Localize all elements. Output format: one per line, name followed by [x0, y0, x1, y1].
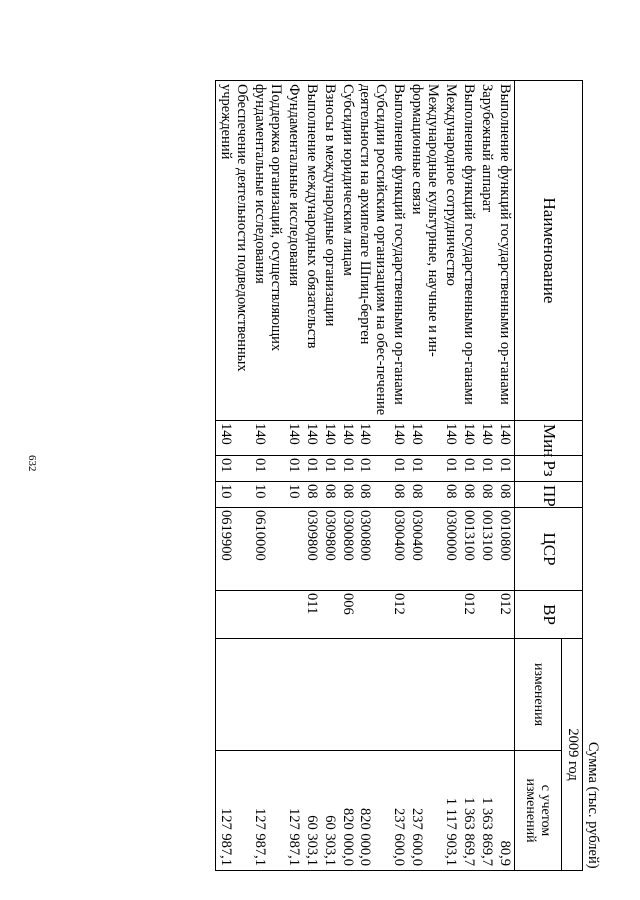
header-csr: ЦСР [515, 508, 583, 591]
cell-name: Фундаментальные исследования [284, 81, 302, 421]
cell-min: 140 [477, 421, 495, 456]
cell-min: 140 [284, 421, 302, 456]
cell-rz: 01 [250, 456, 284, 482]
table-row [216, 81, 250, 871]
cell-min: 140 [250, 421, 284, 456]
cell-rz: 01 [459, 456, 477, 482]
cell-with-changes: 80,9 [495, 751, 514, 871]
cell-name: Поддержка организаций, осуществляющих фундаментальные исследования [250, 81, 284, 421]
cell-name: Взносы в международные организации [320, 81, 338, 421]
cell-with-changes: 60 303,1 [302, 751, 320, 871]
cell-csr: 0619900 [216, 508, 250, 591]
cell-with-changes: 127 987,1 [250, 751, 284, 871]
cell-pr: 08 [389, 482, 407, 508]
cell-pr: 08 [320, 482, 338, 508]
header-name: Наименование [515, 81, 583, 421]
cell-min: 140 [495, 421, 514, 456]
cell-with-changes: 60 303,1 [320, 751, 338, 871]
cell-csr: 0309800 [302, 508, 320, 591]
cell-with-changes: 127 987,1 [216, 751, 250, 871]
cell-changes [284, 639, 302, 751]
cell-changes [356, 639, 390, 751]
cell-with-changes: 127 987,1 [284, 751, 302, 871]
cell-csr: 0300000 [441, 508, 459, 591]
table-row [495, 81, 514, 871]
page-number: 632 [26, 455, 38, 472]
cell-csr: 0300800 [338, 508, 356, 591]
cell-pr: 08 [356, 482, 390, 508]
cell-rz: 01 [216, 456, 250, 482]
units-label: Сумма (тыс. рублей) [584, 741, 601, 869]
budget-table-grid [215, 80, 600, 871]
cell-rz: 01 [284, 456, 302, 482]
cell-vr [477, 591, 495, 639]
cell-changes [407, 639, 441, 751]
cell-rz: 01 [389, 456, 407, 482]
cell-min: 140 [389, 421, 407, 456]
cell-name: Международные культурные, научные и ин-формационные связи [407, 81, 441, 421]
cell-changes [389, 639, 407, 751]
cell-rz: 01 [477, 456, 495, 482]
table-body [216, 81, 515, 871]
cell-vr [216, 591, 250, 639]
table-row [320, 81, 338, 871]
budget-table [152, 80, 600, 870]
cell-pr: 10 [250, 482, 284, 508]
cell-name: Выполнение функций государственными ор-ганами [459, 81, 477, 421]
cell-pr: 08 [302, 482, 320, 508]
cell-csr: 0013100 [459, 508, 477, 591]
cell-vr: 006 [338, 591, 356, 639]
cell-vr: 012 [459, 591, 477, 639]
cell-pr: 08 [459, 482, 477, 508]
cell-with-changes: 1 363 869,7 [477, 751, 495, 871]
table-row [441, 81, 459, 871]
cell-csr: 0010800 [495, 508, 514, 591]
cell-with-changes: 820 000,0 [338, 751, 356, 871]
table-row [302, 81, 320, 871]
table-row [284, 81, 302, 871]
cell-rz: 01 [495, 456, 514, 482]
cell-csr [284, 508, 302, 591]
cell-pr: 08 [495, 482, 514, 508]
cell-name: Выполнение функций государственными ор-ганами [389, 81, 407, 421]
cell-vr [250, 591, 284, 639]
cell-rz: 01 [407, 456, 441, 482]
cell-vr [441, 591, 459, 639]
cell-rz: 01 [302, 456, 320, 482]
cell-name: Выполнение международных обязательств [302, 81, 320, 421]
cell-csr: 0309800 [320, 508, 338, 591]
cell-name: Международное сотрудничество [441, 81, 459, 421]
cell-with-changes: 1 363 869,7 [459, 751, 477, 871]
cell-csr: 0013100 [477, 508, 495, 591]
cell-with-changes: 237 600,0 [389, 751, 407, 871]
cell-changes [216, 639, 250, 751]
table-row [477, 81, 495, 871]
cell-min: 140 [407, 421, 441, 456]
cell-rz: 01 [356, 456, 390, 482]
cell-csr: 0300400 [407, 508, 441, 591]
cell-vr: 011 [302, 591, 320, 639]
cell-name: Обеспечение деятельности подведомственных учреждений [216, 81, 250, 421]
units-spacer [583, 81, 601, 639]
header-pr: ПР [515, 482, 583, 508]
cell-min: 140 [441, 421, 459, 456]
cell-min: 140 [459, 421, 477, 456]
cell-changes [441, 639, 459, 751]
cell-rz: 01 [441, 456, 459, 482]
header-with-changes: с учетом изменений [515, 751, 562, 871]
cell-changes [302, 639, 320, 751]
cell-changes [459, 639, 477, 751]
cell-pr: 08 [407, 482, 441, 508]
cell-name: Субсидии российским организациям на обес-печение деятельности на архипелаге Шпиц-берген [356, 81, 390, 421]
table-row [356, 81, 390, 871]
header-rz: Рз [515, 456, 583, 482]
table-row [338, 81, 356, 871]
cell-min: 140 [356, 421, 390, 456]
cell-with-changes: 820 000,0 [356, 751, 390, 871]
cell-csr: 0300800 [356, 508, 390, 591]
cell-vr: 012 [389, 591, 407, 639]
cell-name: Субсидии юридическим лицам [338, 81, 356, 421]
cell-vr [320, 591, 338, 639]
cell-name: Зарубежный аппарат [477, 81, 495, 421]
cell-vr [407, 591, 441, 639]
cell-csr: 0300400 [389, 508, 407, 591]
cell-pr: 10 [216, 482, 250, 508]
header-changes: изменения [515, 639, 562, 751]
cell-rz: 01 [320, 456, 338, 482]
header-year: 2009 год [562, 639, 583, 871]
cell-vr [284, 591, 302, 639]
cell-changes [320, 639, 338, 751]
cell-min: 140 [302, 421, 320, 456]
cell-pr: 08 [338, 482, 356, 508]
header-vr: ВР [515, 591, 583, 639]
table-row [407, 81, 441, 871]
table-row [389, 81, 407, 871]
cell-changes [338, 639, 356, 751]
cell-with-changes: 237 600,0 [407, 751, 441, 871]
cell-min: 140 [216, 421, 250, 456]
cell-changes [477, 639, 495, 751]
cell-pr: 08 [477, 482, 495, 508]
cell-min: 140 [338, 421, 356, 456]
cell-min: 140 [320, 421, 338, 456]
cell-pr: 10 [284, 482, 302, 508]
cell-changes [495, 639, 514, 751]
cell-changes [250, 639, 284, 751]
header-min: Мин [515, 421, 583, 456]
cell-rz: 01 [338, 456, 356, 482]
cell-csr: 0610000 [250, 508, 284, 591]
cell-pr: 08 [441, 482, 459, 508]
table-row [250, 81, 284, 871]
cell-vr [356, 591, 390, 639]
cell-vr: 012 [495, 591, 514, 639]
cell-with-changes: 1 117 903,1 [441, 751, 459, 871]
cell-name: Выполнение функций государственными ор-ганами [495, 81, 514, 421]
table-row [459, 81, 477, 871]
